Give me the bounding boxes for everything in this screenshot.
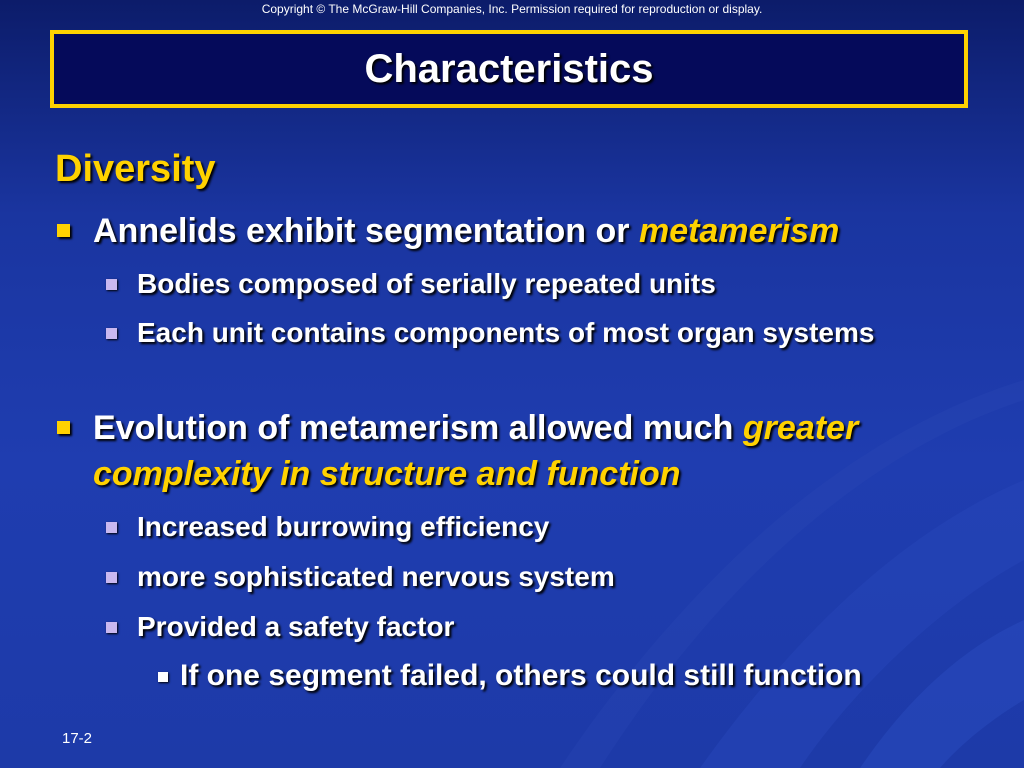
slide-title: Characteristics	[364, 46, 654, 91]
sub-bullet-square-icon	[106, 522, 117, 533]
sub-sub-bullet-square-icon	[158, 672, 168, 682]
sub-bullet-text: Each unit contains components of most organ systems	[137, 317, 875, 348]
sub-bullet-repeated-units	[137, 264, 997, 304]
sub-sub-bullet-text: If one segment failed, others could still function	[180, 659, 862, 692]
bullet-evolution	[93, 405, 1003, 497]
sub-sub-bullet-segment-failed	[180, 656, 1000, 696]
copyright-notice: Copyright © The McGraw-Hill Companies, Inc. Permission required for reproduction or display.	[261, 2, 763, 16]
sub-bullet-nervous-system	[137, 557, 997, 597]
bullet-square-icon	[57, 224, 70, 237]
bullet-text: Annelids exhibit segmentation or	[93, 212, 639, 250]
sub-bullet-text: Increased burrowing efficiency	[137, 511, 550, 542]
bullet-square-icon	[57, 421, 70, 434]
sub-bullet-square-icon	[106, 572, 117, 583]
sub-bullet-square-icon	[106, 328, 117, 339]
sub-bullet-square-icon	[106, 279, 117, 290]
bullet-segmentation	[93, 208, 1003, 254]
slide-number: 17-2	[62, 730, 93, 747]
bullet-text: Evolution of metamerism allowed much	[93, 409, 743, 447]
sub-bullet-safety-factor	[137, 607, 997, 647]
section-heading: Diversity	[55, 148, 216, 190]
sub-bullet-text: Provided a safety factor	[137, 611, 455, 642]
sub-bullet-text: more sophisticated nervous system	[137, 561, 615, 592]
sub-bullet-organ-systems	[137, 313, 927, 353]
sub-bullet-burrowing	[137, 507, 997, 547]
title-box	[50, 30, 968, 108]
bullet-emphasis: greater complexity in structure and function	[93, 409, 859, 493]
bullet-emphasis: metamerism	[638, 212, 840, 250]
sub-bullet-square-icon	[106, 622, 117, 633]
sub-bullet-text: Bodies composed of serially repeated units	[137, 268, 716, 299]
